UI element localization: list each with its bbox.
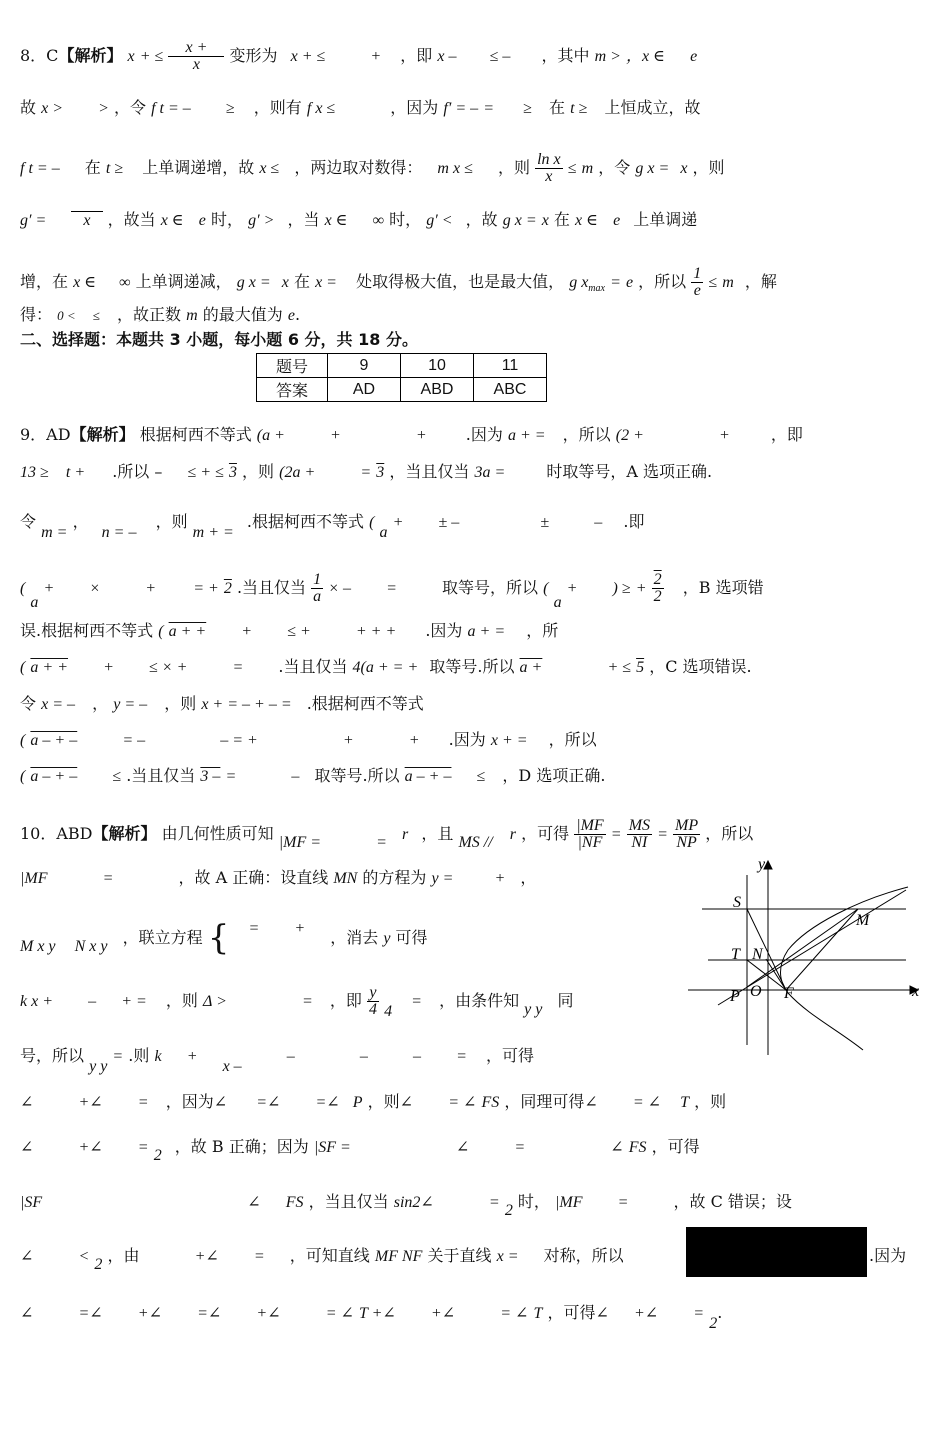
fraction-mf-over-nf: $\frac{|MF}{|NF}$ bbox=[576, 817, 604, 851]
line-mf bbox=[786, 909, 858, 990]
q8-line-2: 故 x > > ，令 f t = – ≥ ，则有 f x ≤ ，因为 f′ = – = ≥ 在 t ≥ 上恒成立，故 bbox=[20, 98, 701, 117]
line-mn bbox=[718, 890, 906, 1005]
parabola-figure bbox=[688, 855, 923, 1060]
q10-line-1: 10．ABD【解析】 由几何性质可知 |MF = = r ，且 MS // r ，可得 $\frac{|MF}{|NF}$ = $\frac{MS}{NI}$ = $\frac{MP}{NP}$ ，所以 bbox=[20, 817, 754, 851]
q10-line-2: |MF = ，故 A 正确：设直线 MN 的方程为 y = + ， bbox=[20, 868, 537, 887]
q10-line-4: k x + – + = ，则 Δ > = ，即 $\frac{y}{4}$ 4 = ，由条件知 y y 同 bbox=[20, 984, 574, 1020]
table-cell: 答案 bbox=[257, 378, 328, 402]
q9-line-2: 13 ≥ t + .所以 – ≤ + ≤ 3 ，则 (2a + = 3 ，当且仅当 3a = 时取等号，A 选项正确. bbox=[20, 462, 713, 481]
fraction: $\frac{x +}{x}$ bbox=[168, 40, 224, 73]
table-cell: 10 bbox=[401, 354, 474, 378]
q10-line-9: ∠ < 2 ，由 +∠ = ，可知直线 MF NF 关于直线 x = 对称，所以 bbox=[20, 1246, 624, 1273]
q9-line-9: ( a – + – ≤ .当且仅当 3 – = – 取等号.所以 a – + – ≤ ，D 选项正确. bbox=[20, 766, 606, 785]
q9-line-4: ( a + × + = + 2 .当且仅当 $\frac{1}{a}$ × – = 取等号，所以 ( a + ) ≥ + $\frac{2}{2}$ ，B 选项错 bbox=[20, 571, 764, 611]
label-x: x bbox=[912, 983, 920, 1000]
brace-icon: { bbox=[207, 918, 230, 958]
q8-line-1: 8．C【解析】 x + ≤ $\frac{x +}{x}$ 变形为 x + ≤ + ，即 x – ≤ – ，其中 m > ，x ∈ e bbox=[20, 39, 698, 73]
fraction-one-over-e: $\frac{1}{e}$ bbox=[693, 265, 702, 299]
table-header-row bbox=[257, 354, 547, 378]
q10-line-7: ∠ +∠ = 2 ，故 B 正确；因为 |SF = ∠ = ∠ FS ，可得 bbox=[20, 1137, 700, 1164]
answer-table bbox=[256, 353, 547, 402]
line-nf bbox=[766, 959, 786, 990]
table-row bbox=[257, 378, 547, 402]
q9-line-3: 令 m = ， n = – ，则 m + = .根据柯西不等式 ( a + ± – ± – .即 bbox=[20, 512, 645, 541]
q10-line-10: ∠ =∠ +∠ =∠ +∠ = ∠ T +∠ +∠ = ∠ T ，可得∠ +∠ = 2. bbox=[20, 1303, 723, 1332]
label-y: y bbox=[758, 856, 766, 873]
redaction-box bbox=[686, 1227, 867, 1277]
fraction-y-over-4: $\frac{y}{4}$ bbox=[368, 984, 377, 1018]
q8-line-6: 得： 0 < ≤ ，故正数 m 的最大值为 e. bbox=[20, 305, 301, 324]
y-axis-arrow-icon bbox=[764, 861, 772, 869]
table-cell: ABC bbox=[474, 378, 547, 402]
q10-line-8: |SF ∠ FS ，当且仅当 sin2∠ = 2 时， |MF = ，故 C 错误；设 bbox=[20, 1192, 792, 1219]
q8-line-4: g′ = x ，故当 x ∈ e 时， g′ > ，当 x ∈ ∞ 时， g′ < ，故 g x = x 在 x ∈ e 上单调递 bbox=[20, 210, 698, 229]
fraction-mp-over-np: $\frac{MP}{NP}$ bbox=[675, 817, 699, 851]
table-cell: 11 bbox=[474, 354, 547, 378]
line-pm bbox=[747, 909, 858, 987]
label-s: S bbox=[733, 894, 741, 911]
q9-line-5: 误.根据柯西不等式 ( a + + + ≤ + + + + .因为 a + = ，所 bbox=[20, 621, 559, 640]
parabola bbox=[781, 887, 909, 1050]
q8-line-3: f t = – 在 t ≥ 上单调递增，故 x ≤ ，两边取对数得： m x ≤ ，则 $\frac{\text{ln x}}{x}$ ≤ m ，令 g x = x ，则 bbox=[20, 151, 725, 185]
label-m: M bbox=[856, 912, 870, 929]
table-cell: ABD bbox=[401, 378, 474, 402]
table-cell: AD bbox=[328, 378, 401, 402]
fraction-lnx-over-x: $\frac{\text{ln x}}{x}$ bbox=[537, 151, 561, 185]
q8-line-5: 增，在 x ∈ ∞ 上单调递减， g x = x 在 x = 处取得极大值，也是最大值， g $x_{max} = e$ ，所以 $\frac{1}{e}$ ≤ m ，解 bbox=[20, 265, 777, 299]
q9-line-6: ( a + + + ≤ × + = .当且仅当 4(a + = + 取等号.所以 a + + ≤ 5 ，C 选项错误. bbox=[20, 657, 752, 676]
table-cell: 9 bbox=[328, 354, 401, 378]
q9-line-1: 9．AD【解析】 根据柯西不等式 (a + + + .因为 a + = ，所以 (2 + + ，即 bbox=[20, 425, 803, 444]
fraction-ms-over-ni: $\frac{MS}{NI}$ bbox=[628, 817, 651, 851]
label-p: P bbox=[730, 988, 740, 1005]
fraction-one-over-a: $\frac{1}{a}$ bbox=[313, 571, 322, 605]
q9-line-7: 令 x = – ， y = – ，则 x + = – + – = .根据柯西不等式 bbox=[20, 694, 424, 713]
section-heading: 二、选择题：本题共 3 小题，每小题 6 分，共 18 分。 bbox=[20, 330, 418, 349]
q10-line-5: 号，所以 y y = .则 k + x – – – – = ，可得 bbox=[20, 1046, 534, 1075]
label-t: T bbox=[731, 946, 740, 963]
q10-line-6: ∠ +∠ = ，因为∠ =∠ =∠ P ，则∠ = ∠ FS ，同理可得∠ = ∠ T ，则 bbox=[20, 1092, 727, 1111]
fraction-root2-over-2: $\frac{2}{2}$ bbox=[653, 571, 662, 605]
label-o: O bbox=[750, 983, 762, 1000]
q10-line-3: M x y N x y ，联立方程 { = + ，消去 y 可得 bbox=[20, 918, 428, 958]
q9-line-8: ( a – + – = – – = + + + .因为 x + = ，所以 bbox=[20, 730, 597, 749]
label-f: F bbox=[784, 985, 794, 1002]
label-n: N bbox=[752, 946, 763, 963]
table-cell: 题号 bbox=[257, 354, 328, 378]
